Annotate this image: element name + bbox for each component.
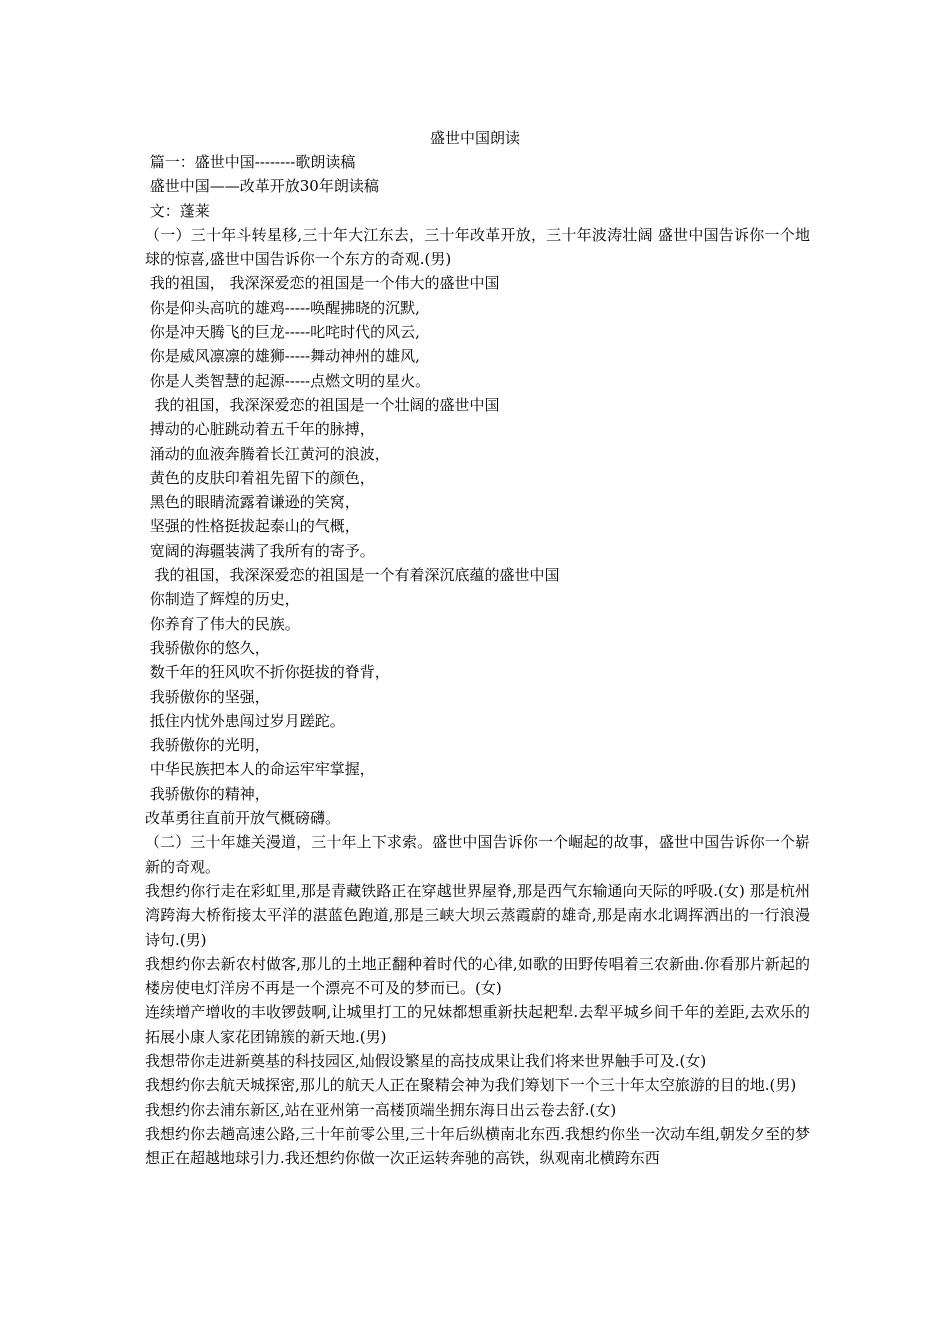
poem-line: 我骄傲你的精神， — [145, 784, 270, 803]
poem-line: 我的祖国，我深深爱恋的祖国是一个有着深沉底蕴的盛世中国 — [145, 566, 560, 585]
section-two-intro: （二）三十年雄关漫道，三十年上下求索。盛世中国告诉你一个崛起的故事，盛世中国告诉你一个崭新的奇观。 — [145, 833, 810, 876]
paragraph: 我想约你去航天城探密,那儿的航天人正在聚精会神为我们筹划下一个三十年太空旅游的目的地.(男) — [145, 1076, 797, 1095]
poem-line: 黄色的皮肤印着祖先留下的颜色， — [145, 468, 375, 487]
paragraph: 我想约你去浦东新区,站在亚州第一高楼顶端坐拥东海日出云卷去舒.(女) — [145, 1100, 617, 1119]
paragraph: 我想带你走进新奠基的科技园区,灿假设繁星的高技成果让我们将来世界触手可及.(女) — [145, 1051, 707, 1070]
poem-line: 我的祖国，我深深爱恋的祖国是一个壮阔的盛世中国 — [145, 395, 500, 414]
poem-line: 你养育了伟大的民族。 — [145, 614, 300, 633]
text-line: 文：蓬莱 — [145, 201, 210, 220]
poem-line: 你是冲天腾飞的巨龙-----叱咤时代的风云, — [145, 323, 420, 342]
poem-line: 我骄傲你的光明， — [145, 736, 270, 755]
poem-line: 我的祖国， 我深深爱恋的祖国是一个伟大的盛世中国 — [145, 274, 500, 293]
poem-line: 中华民族把本人的命运牢牢掌握， — [145, 760, 375, 779]
paragraph: 我想约你去趟高速公路,三十年前零公里,三十年后纵横南北东西.我想约你坐一次动车组,朝发夕至的梦想正在超越地球引力.我还想约你做一次正运转奔驰的高铁，纵观南北横跨东西 — [145, 1124, 810, 1168]
paragraph: 我想约你去新农村做客,那儿的土地正翻种着时代的心律,如歌的田野传唱着三农新曲.你看那片新起的楼房使电灯洋房不再是一个漂亮不可及的梦而已。(女) — [145, 954, 810, 998]
poem-line: 我骄傲你的坚强， — [145, 687, 270, 706]
document-body — [145, 150, 810, 1170]
document-title: 盛世中国朗读 — [429, 129, 520, 147]
poem-line: 黑色的眼睛流露着谦逊的笑窝， — [145, 493, 360, 512]
poem-line: 抵住内忧外患闯过岁月蹉跎。 — [145, 711, 345, 730]
poem-line: 你是仰头高吭的雄鸡-----唤醒拂晓的沉默, — [145, 298, 420, 317]
poem-line: 坚强的性格挺拔起泰山的气概， — [145, 517, 360, 536]
poem-line: 搏动的心脏跳动着五千年的脉搏， — [145, 420, 375, 439]
text-line: 篇一：盛世中国--------歌朗读稿 — [145, 153, 356, 171]
paragraph: 我想约你行走在彩虹里,那是青藏铁路正在穿越世界屋脊,那是西气东输通向天际的呼吸.(女) 那是杭州湾跨海大桥衔接太平洋的湛蓝色跑道,那是三峡大坝云蒸霞蔚的雄奇,那是南水北调挥洒出的一行浪漫诗句.(男) — [145, 881, 810, 949]
poem-line: 数千年的狂风吹不折你挺拔的脊背， — [145, 663, 390, 682]
poem-line: 宽阔的海疆装满了我所有的寄予。 — [145, 541, 375, 560]
paragraph: 连续增产增收的丰收锣鼓啊,让城里打工的兄妹都想重新扶起耙犁.去犁平城乡间千年的差距,去欢乐的拓展小康人家花团锦簇的新天地.(男) — [145, 1003, 810, 1046]
poem-line: 你是人类智慧的起源-----点燃文明的星火。 — [145, 371, 431, 390]
poem-line: 我骄傲你的悠久， — [145, 638, 270, 657]
poem-line: 你制造了辉煌的历史， — [145, 590, 300, 609]
poem-line: 改革勇往直前开放气概磅礴。 — [145, 809, 341, 828]
poem-line: 涌动的血液奔腾着长江黄河的浪波， — [145, 444, 390, 463]
text-line: 盛世中国——改革开放30年朗读稿 — [145, 177, 379, 196]
section-one-intro: （一）三十年斗转星移,三十年大江东去，三十年改革开放，三十年波涛壮阔 盛世中国告诉你一个地球的惊喜,盛世中国告诉你一个东方的奇观.(男) — [145, 225, 810, 269]
poem-line: 你是威风凛凛的雄狮-----舞动神州的雄风, — [145, 347, 420, 366]
